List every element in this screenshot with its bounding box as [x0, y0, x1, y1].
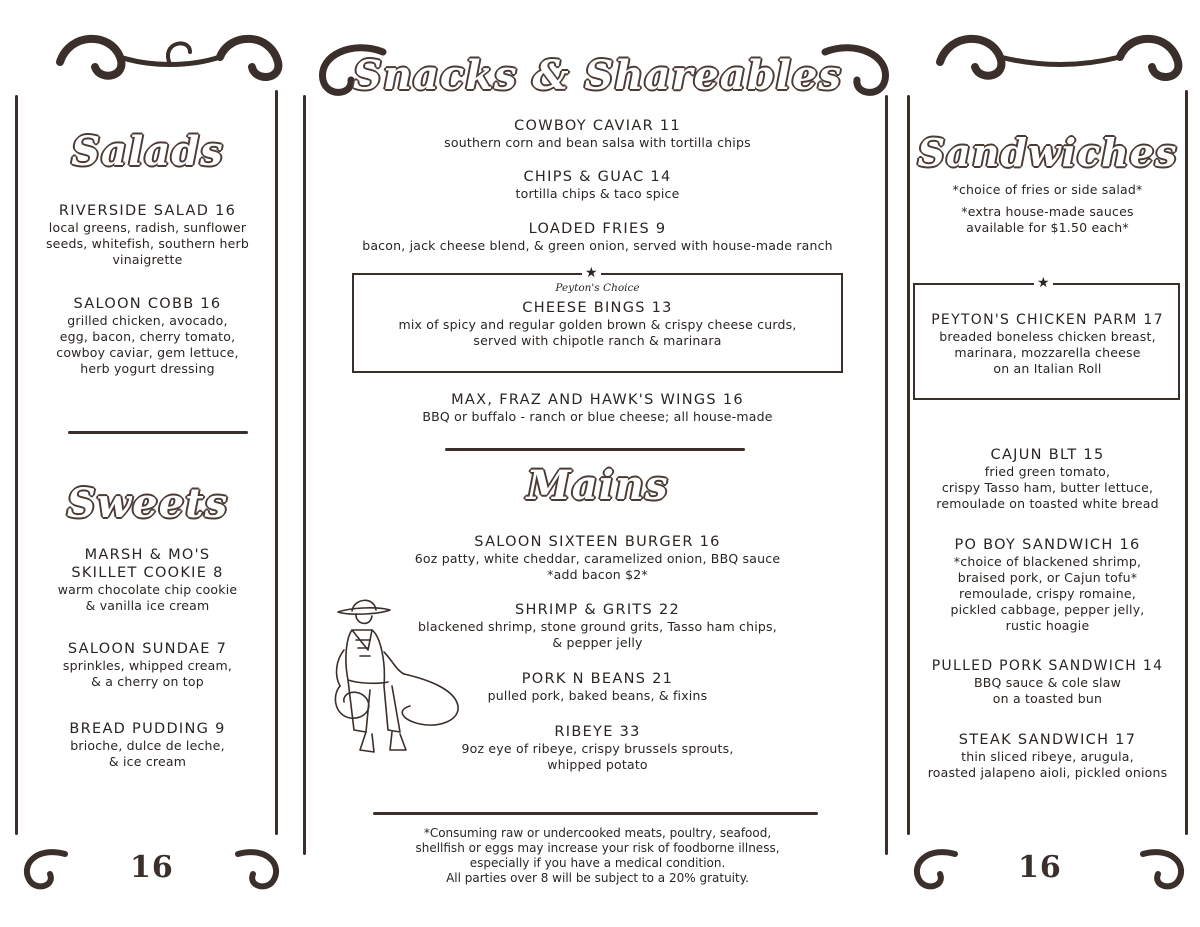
item-name: SALOON SUNDAE 7 — [67, 641, 228, 657]
item-desc: marinara, mozzarella cheese — [954, 345, 1141, 360]
menu-item — [20, 720, 275, 770]
menu-item — [910, 657, 1185, 707]
item-name: STEAK SANDWICH 17 — [958, 732, 1137, 748]
item-desc: *choice of blackened shrimp, — [953, 554, 1142, 569]
menu-item — [295, 391, 900, 425]
item-desc: blackened shrimp, stone ground grits, Tasso ham chips, — [418, 619, 777, 634]
menu-item — [20, 640, 275, 690]
left-panel — [0, 0, 290, 927]
sandwich-notes — [910, 182, 1185, 236]
item-desc: tortilla chips & taco spice — [515, 186, 680, 201]
snacks-heading: Snacks & Shareables — [353, 52, 842, 99]
item-desc: remoulade on toasted white bread — [936, 496, 1159, 511]
item-desc: herb yogurt dressing — [80, 361, 215, 376]
item-desc: seeds, whitefish, southern herb — [45, 236, 250, 251]
center-panel — [295, 0, 900, 927]
item-desc: crispy Tasso ham, butter lettuce, — [941, 480, 1154, 495]
item-name: CHIPS & GUAC 14 — [523, 169, 672, 185]
item-desc: warm chocolate chip cookie — [57, 582, 238, 597]
menu-item — [910, 731, 1185, 781]
item-name: PULLED PORK SANDWICH 14 — [931, 658, 1164, 674]
item-desc: BBQ or buffalo - ranch or blue cheese; all house-made — [422, 409, 773, 424]
item-name: MAX, FRAZ AND HAWK'S WINGS 16 — [451, 392, 744, 408]
disclaimer-line: especially if you have a medical condition. — [469, 856, 726, 870]
featured-item — [910, 311, 1185, 377]
page-number-right: 16 — [1018, 850, 1062, 885]
menu-item — [295, 533, 900, 583]
item-desc: southern corn and bean salsa with tortilla chips — [444, 135, 751, 150]
menu-item — [295, 117, 900, 151]
item-name: PORK N BEANS 21 — [521, 671, 674, 687]
item-name: CHEESE BINGS 13 — [522, 300, 673, 316]
item-desc: vinaigrette — [112, 252, 183, 267]
featured-item — [295, 282, 900, 349]
item-desc: served with chipotle ranch & marinara — [473, 333, 722, 348]
section-divider — [373, 812, 818, 815]
menu-item — [295, 601, 900, 651]
item-desc: local greens, radish, sunflower — [48, 220, 247, 235]
right-panel — [905, 0, 1200, 927]
item-name: PEYTON'S CHICKEN PARM 17 — [931, 312, 1164, 328]
item-desc: sprinkles, whipped cream, — [62, 658, 233, 673]
sweets-heading: Sweets — [66, 480, 229, 527]
note-line: *choice of fries or side salad* — [952, 182, 1143, 197]
item-desc: mix of spicy and regular golden brown & crispy cheese curds, — [398, 317, 797, 332]
right-border-right — [1185, 90, 1188, 835]
item-name: SALOON SIXTEEN BURGER 16 — [474, 534, 721, 550]
item-desc: & a cherry on top — [91, 674, 204, 689]
peytons-choice-label: Peyton's Choice — [555, 282, 640, 294]
disclaimer-line: *Consuming raw or undercooked meats, poultry, seafood, — [423, 826, 772, 840]
bottom-scroll-ornament-left — [15, 846, 75, 896]
menu-item — [295, 168, 900, 202]
disclaimer — [295, 826, 900, 886]
item-name: BREAD PUDDING 9 — [69, 721, 226, 737]
item-desc: rustic hoagie — [1005, 618, 1090, 633]
item-name: CAJUN BLT 15 — [990, 447, 1105, 463]
item-desc: remoulade, crispy romaine, — [959, 586, 1136, 601]
item-desc: BBQ sauce & cole slaw — [973, 675, 1122, 690]
item-desc: pulled pork, baked beans, & fixins — [487, 688, 708, 703]
menu-item — [910, 446, 1185, 512]
item-desc: on an Italian Roll — [993, 361, 1102, 376]
item-name: RIVERSIDE SALAD 16 — [58, 203, 237, 219]
disclaimer-line: All parties over 8 will be subject to a 20% gratuity. — [446, 871, 749, 885]
item-desc: pickled cabbage, pepper jelly, — [950, 602, 1145, 617]
bottom-scroll-ornament-right — [905, 846, 965, 896]
item-desc: whipped potato — [547, 757, 648, 772]
item-desc: fried green tomato, — [984, 464, 1111, 479]
item-desc: brioche, dulce de leche, — [70, 738, 225, 753]
item-name: SALOON COBB 16 — [73, 296, 222, 312]
note-line: *extra house-made sauces — [961, 204, 1134, 219]
item-desc: 6oz patty, white cheddar, caramelized onion, BBQ sauce — [414, 551, 781, 566]
mains-heading: Mains — [526, 462, 669, 509]
disclaimer-line: shellfish or eggs may increase your risk of foodborne illness, — [415, 841, 780, 855]
sandwiches-section — [910, 0, 1185, 927]
sweets-section — [20, 0, 275, 927]
item-desc: roasted jalapeno aioli, pickled onions — [927, 765, 1168, 780]
item-name: MARSH & MO'S — [84, 547, 211, 563]
item-desc: breaded boneless chicken breast, — [939, 329, 1156, 344]
note-line: available for $1.50 each* — [966, 220, 1129, 235]
page-number-left: 16 — [130, 850, 174, 885]
sandwiches-heading: Sandwiches — [917, 130, 1178, 175]
item-desc: braised pork, or Cajun tofu* — [957, 570, 1138, 585]
menu-item — [20, 546, 275, 614]
star-icon: ★ — [1034, 276, 1053, 290]
left-border-line-inner — [275, 90, 278, 835]
item-name: LOADED FRIES 9 — [528, 221, 667, 237]
item-desc: 9oz eye of ribeye, crispy brussels sprouts, — [461, 741, 734, 756]
menu-item — [295, 220, 900, 254]
star-icon: ★ — [582, 266, 601, 280]
item-desc: bacon, jack cheese blend, & green onion, served with house-made ranch — [362, 238, 833, 253]
menu-item — [910, 536, 1185, 634]
item-desc: & ice cream — [108, 754, 187, 769]
menu-item — [295, 723, 900, 773]
bottom-scroll-ornament-right-2 — [1133, 846, 1193, 896]
item-desc: egg, bacon, cherry tomato, — [59, 329, 236, 344]
item-name: COWBOY CAVIAR 11 — [514, 118, 681, 134]
item-name: SKILLET COOKIE 8 — [71, 565, 224, 581]
menu-item — [295, 670, 900, 704]
item-desc: & vanilla ice cream — [85, 598, 210, 613]
left-border-line — [15, 95, 18, 835]
item-desc: grilled chicken, avocado, — [67, 313, 228, 328]
bottom-scroll-ornament-left-2 — [228, 846, 288, 896]
item-desc: cowboy caviar, gem lettuce, — [56, 345, 239, 360]
item-name: PO BOY SANDWICH 16 — [954, 537, 1141, 553]
item-name: SHRIMP & GRITS 22 — [514, 602, 681, 618]
item-desc: on a toasted bun — [992, 691, 1103, 706]
salads-heading: Salads — [71, 128, 224, 175]
section-divider — [445, 448, 745, 451]
item-desc: *add bacon $2* — [547, 567, 648, 582]
item-desc: & pepper jelly — [552, 635, 643, 650]
item-name: RIBEYE 33 — [554, 724, 641, 740]
item-desc: thin sliced ribeye, arugula, — [961, 749, 1134, 764]
